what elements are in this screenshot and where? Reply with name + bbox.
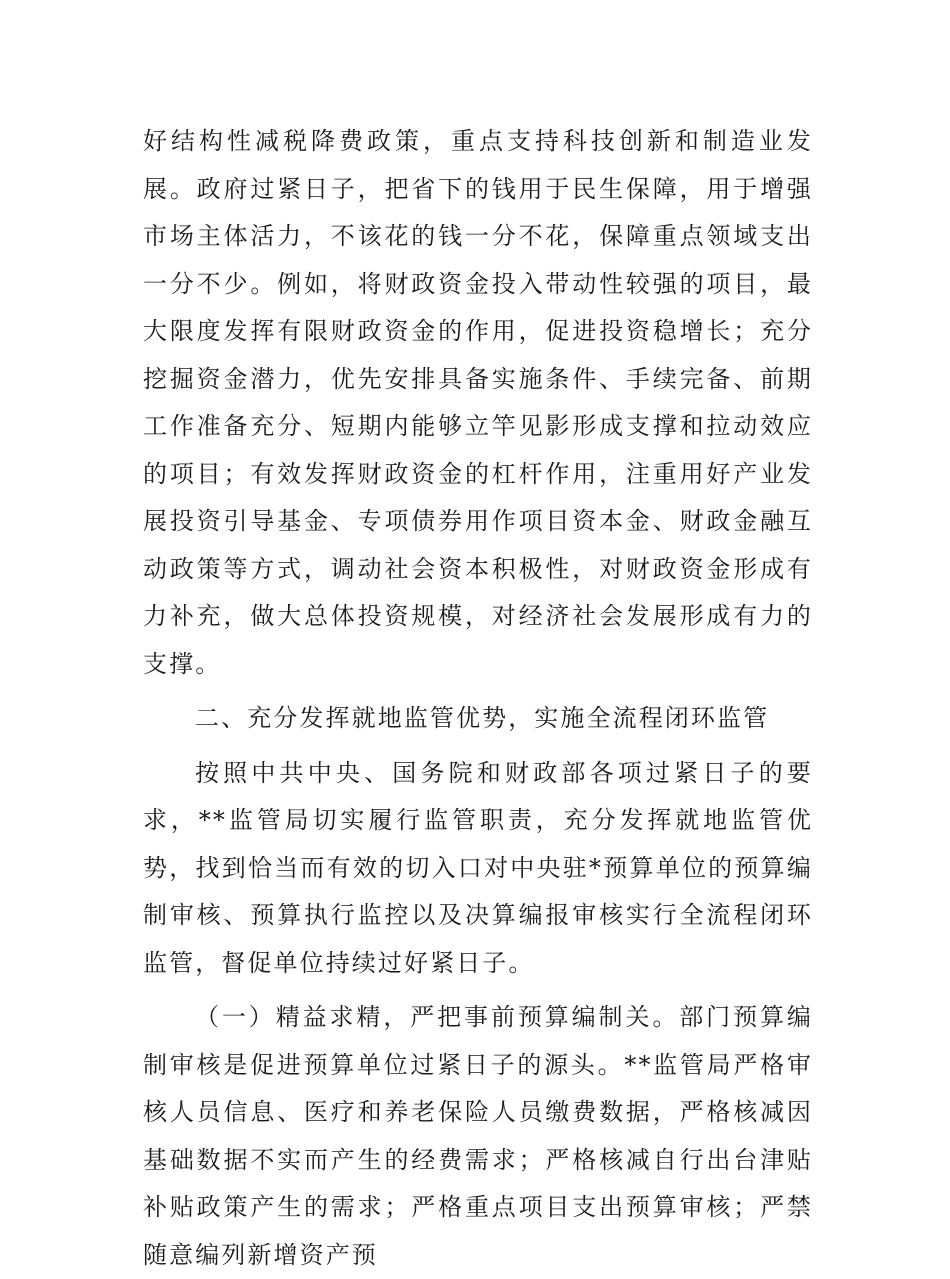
- paragraph-section-intro: 按照中共中央、国务院和财政部各项过紧日子的要求，**监管局切实履行监管职责，充分发挥就地监管优势，找到恰当而有效的切入口对中央驻*预算单位的预算编制审核、预算执行监控以及决算编报审核实行全流程闭环监管，督促单位持续过好紧日子。: [143, 758, 813, 977]
- paragraph-continuation: 好结构性减税降费政策，重点支持科技创新和制造业发展。政府过紧日子，把省下的钱用于民生保障，用于增强市场主体活力，不该花的钱一分不花，保障重点领域支出一分不少。例如，将财政资金投入带动性较强的项目，最大限度发挥有限财政资金的作用，促进投资稳增长；充分挖掘资金潜力，优先安排具备实施条件、手续完备、前期工作准备充分、短期内能够立竿见影形成支撑和拉动效应的项目；有效发挥财政资金的杠杆作用，注重用好产业发展投资引导基金、专项债券用作项目资本金、财政金融互动政策等方式，调动社会资本积极性，对财政资金形成有力补充，做大总体投资规模，对经济社会发展形成有力的支撑。: [143, 127, 813, 678]
- paragraph-subsection-one: （一）精益求精，严把事前预算编制关。部门预算编制审核是促进预算单位过紧日子的源头。**监管局严格审核人员信息、医疗和养老保险人员缴费数据，严格核减因基础数据不实而产生的经费需求；严格核减自行出台津贴补贴政策产生的需求；严格重点项目支出预算审核；严禁随意编列新增资产预: [143, 1003, 813, 1269]
- document-body: [143, 118, 813, 1279]
- section-heading: 二、充分发挥就地监管优势，实施全流程闭环监管: [195, 704, 770, 732]
